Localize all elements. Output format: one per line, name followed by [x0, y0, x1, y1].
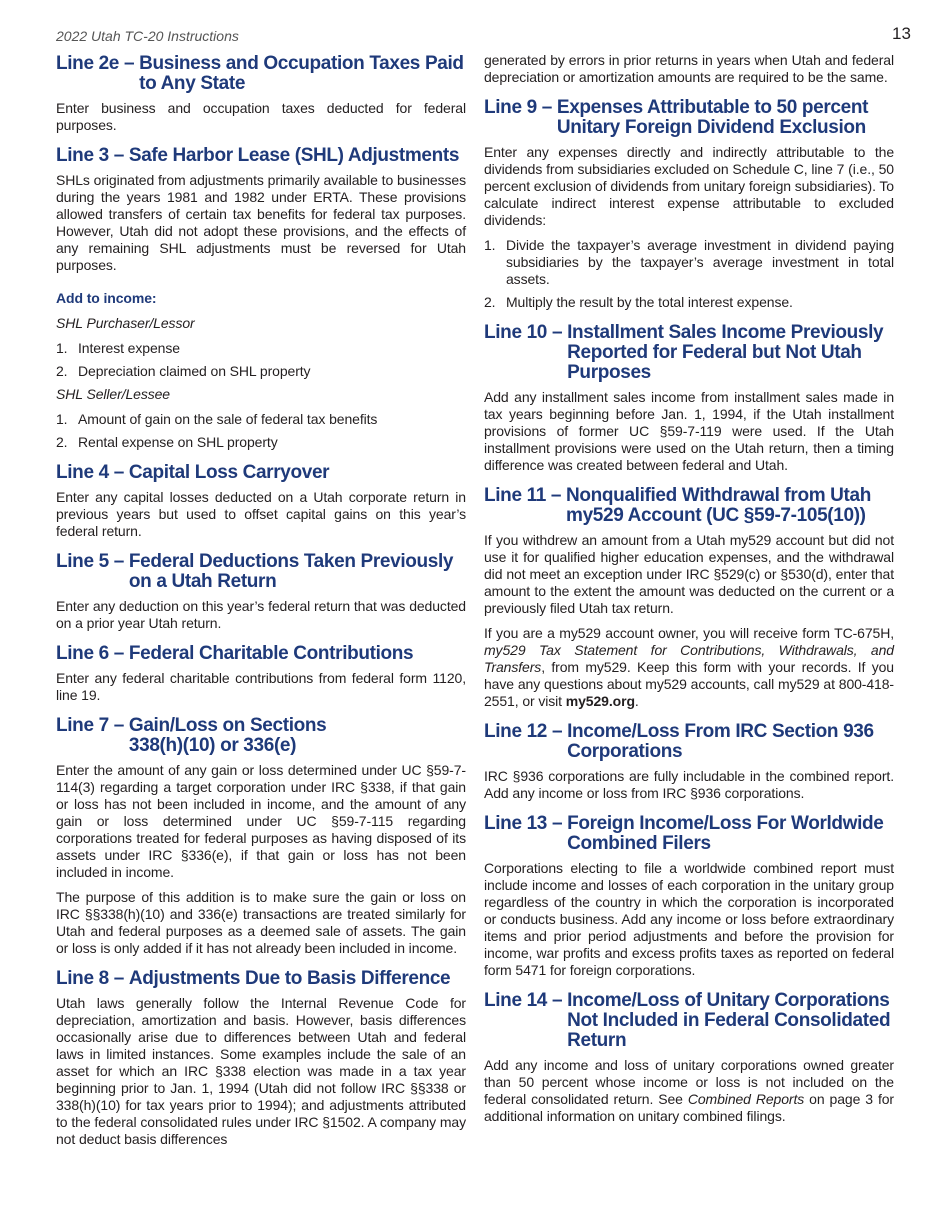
paragraph-continued: generated by errors in prior returns in years when Utah and federal depreciation or amortization amounts are required to be the same.	[484, 52, 894, 85]
paragraph: Corporations electing to file a worldwide combined report must include income and losses of each corporation in the unitary group regardless of the country in which the corporation is incorporated or conducts business. Add any income or loss before extraordinary items and prior period adjustments and before the provision for income, war profits and excess profits taxes as reported on federal form 5471 for foreign corporations.	[484, 860, 894, 978]
section-line-4	[56, 463, 466, 540]
line-title: Nonqualified Withdrawal from Utah my529 Account (UC §59-7-105(10))	[566, 485, 871, 526]
paragraph: Enter the amount of any gain or loss determined under UC §59-7-114(3) regarding a target corporation under IRC §338, if that gain or loss has not been included in income, and the amount of any gain or loss determined under UC §59-7-115 regarding corporations treated for federal purposes as having disposed of its assets under IRC §336(e), if that gain or loss has not been included in income.	[56, 762, 466, 880]
line-number: Line 6 –	[56, 643, 129, 664]
paragraph: If you are a my529 account owner, you will receive form TC-675H, my529 Tax Statement for Contributions, Withdrawals, and Transfers, from my529. Keep this form with your records. If you have any questions about my529 accounts, call my529 at 800-418-2551, or visit my529.org.	[484, 625, 894, 709]
section-line-13	[484, 814, 894, 979]
line-title: Installment Sales Income Previously Reported for Federal but Not Utah Purposes	[567, 322, 884, 383]
heading-line-7	[56, 716, 466, 756]
line-title: Federal Deductions Taken Previously on a Utah Return	[128, 551, 454, 592]
line-title: Business and Occupation Taxes Paid to Any State	[139, 53, 464, 94]
heading-line-11	[484, 486, 894, 526]
purchaser-list	[56, 340, 466, 380]
list-item: 1. Divide the taxpayer’s average investment in dividend paying subsidiaries by the taxpayer’s average investment in total assets.	[484, 237, 894, 287]
paragraph: Enter any capital losses deducted on a Utah corporate return in previous years but used to offset capital gains on this year’s federal return.	[56, 489, 466, 539]
subheading-seller: SHL Seller/Lessee	[56, 386, 170, 402]
page-number: 13	[892, 24, 911, 43]
line-number: Line 14 –	[484, 990, 568, 1011]
section-line-8	[56, 969, 466, 1148]
subheading-purchaser: SHL Purchaser/Lessor	[56, 315, 195, 331]
paragraph: Add any installment sales income from installment sales made in tax years beginning before Jan. 1, 1994, if the Utah installment provisions of former UC §59-7-119 were used. If the Utah installment provisions were used on the Utah return, then a timing difference was created between federal and Utah.	[484, 389, 894, 473]
line-number: Line 10 –	[484, 322, 568, 343]
paragraph: Add any income and loss of unitary corporations owned greater than 50 percent whose income or loss is not included on the federal consolidated return. See Combined Reports on page 3 for additional information on unitary combined filings.	[484, 1057, 894, 1124]
line-title: Federal Charitable Contributions	[128, 643, 414, 664]
paragraph: Utah laws generally follow the Internal Revenue Code for depreciation, amortization and basis. However, basis differences occasionally arise due to differences between Utah and federal laws in limited instances. Some examples include the sale of an asset for which an IRC §338 election was made in a tax year beginning prior to Jan. 1, 1994 (Utah did not follow IRC §§338 or 338(h)(10) for tax years prior to 1994); and adjustments attributed to the federal consolidated rules under IRC §1502. A company may not deduct basis differences	[56, 995, 466, 1147]
line-number: Line 9 –	[484, 97, 557, 118]
heading-line-10	[484, 323, 894, 383]
my529-link[interactable]: my529.org	[565, 693, 635, 709]
paragraph: SHLs originated from adjustments primarily available to businesses during the years 1981 and 1982 under ERTA. These provisions allowed transfers of certain tax benefits for federal tax purposes. However, Utah did not adopt these provisions, and the effects of any remaining SHL adjustments must be reversed for Utah purposes.	[56, 172, 466, 273]
heading-line-8	[56, 969, 466, 989]
line-title: Income/Loss From IRC Section 936 Corporations	[567, 721, 874, 762]
section-line-11	[484, 486, 894, 710]
line-number: Line 11 –	[484, 485, 567, 506]
section-line-14	[484, 991, 894, 1125]
paragraph: The purpose of this addition is to make sure the gain or loss on IRC §§338(h)(10) and 336(e) transactions are treated similarly for Utah and federal purposes as a deemed sale of assets. The gain or loss is only added if it has not already been included in income.	[56, 889, 466, 956]
line-number: Line 2e –	[56, 53, 140, 74]
section-line-9	[484, 98, 894, 311]
section-line-7	[56, 716, 466, 957]
list-item: 2. Multiply the result by the total interest expense.	[484, 294, 793, 310]
paragraph: Enter any federal charitable contributions from federal form 1120, line 19.	[56, 670, 466, 703]
doc-title: 2022 Utah TC-20 Instructions	[56, 28, 239, 44]
list-item: 2. Depreciation claimed on SHL property	[56, 363, 311, 379]
heading-line-4	[56, 463, 466, 483]
line-number: Line 4 –	[56, 462, 129, 483]
line-title: Adjustments Due to Basis Difference	[128, 968, 451, 989]
left-column	[56, 54, 466, 1156]
section-line-10	[484, 323, 894, 474]
paragraph: Enter any expenses directly and indirectly attributable to the dividends from subsidiaries excluded on Schedule C, line 7 (i.e., 50 percent exclusion of dividends from unitary foreign subsidiaries). To calculate indirect interest expense attributable to excluded dividends:	[484, 144, 894, 228]
section-line-2e	[56, 54, 466, 134]
paragraph: Enter any deduction on this year’s federal return that was deducted on a prior year Utah return.	[56, 598, 466, 631]
line-title: Capital Loss Carryover	[128, 462, 330, 483]
steps-list	[484, 237, 894, 311]
line-number: Line 5 –	[56, 551, 129, 572]
line-number: Line 3 –	[56, 145, 129, 166]
line-title: Foreign Income/Loss For Worldwide Combined Filers	[567, 813, 884, 854]
line-number: Line 7 –	[56, 715, 129, 736]
line-number: Line 8 –	[56, 968, 129, 989]
list-item: 2. Rental expense on SHL property	[56, 434, 278, 450]
heading-line-3	[56, 146, 466, 166]
line-title: Safe Harbor Lease (SHL) Adjustments	[128, 145, 460, 166]
paragraph: If you withdrew an amount from a Utah my529 account but did not use it for qualified higher education expenses, and the withdrawal did not meet an exception under IRC §529(c) or §530(d), enter that amount to the extent the amount was deducted on the current or a previously filed Utah tax return.	[484, 532, 894, 616]
line-title: Gain/Loss on Sections 338(h)(10) or 336(e)	[128, 715, 327, 756]
line-title: Income/Loss of Unitary Corporations Not Included in Federal Consolidated Return	[567, 990, 891, 1051]
paragraph: IRC §936 corporations are fully includable in the combined report. Add any income or loss from IRC §936 corporations.	[484, 768, 894, 801]
section-line-6	[56, 644, 466, 704]
heading-line-5	[56, 552, 466, 592]
seller-list	[56, 411, 466, 451]
list-item: 1. Amount of gain on the sale of federal tax benefits	[56, 411, 378, 427]
line-number: Line 12 –	[484, 721, 568, 742]
paragraph: Enter business and occupation taxes deducted for federal purposes.	[56, 100, 466, 133]
line-number: Line 13 –	[484, 813, 568, 834]
heading-line-14	[484, 991, 894, 1051]
heading-line-9	[484, 98, 894, 138]
right-column	[484, 52, 894, 1133]
section-line-12	[484, 722, 894, 802]
section-line-3	[56, 146, 466, 451]
heading-line-6	[56, 644, 466, 664]
heading-line-2e	[56, 54, 466, 94]
line-title: Expenses Attributable to 50 percent Unitary Foreign Dividend Exclusion	[556, 97, 869, 138]
section-line-5	[56, 552, 466, 632]
list-item: 1. Interest expense	[56, 340, 180, 356]
heading-line-12	[484, 722, 894, 762]
heading-line-13	[484, 814, 894, 854]
subheading-add-to-income: Add to income:	[56, 290, 157, 306]
